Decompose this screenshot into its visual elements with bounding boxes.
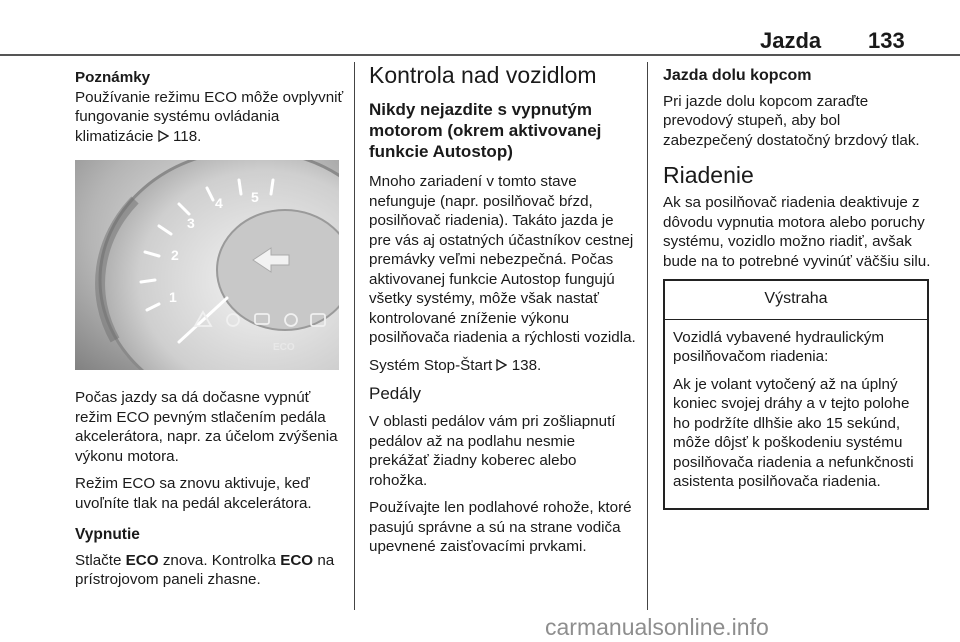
paragraph: V oblasti pedálov vám pri zošliapnutí pedálov až na podlahu nesmie prekážať žiadny koberec alebo rohožka.: [369, 413, 616, 489]
text-run: Systém Stop-Štart: [369, 356, 493, 374]
page-ref[interactable]: 138.: [511, 356, 542, 374]
jazda-heading: Jazda dolu kopcom: [663, 67, 812, 84]
text-run: na prístrojovom paneli zhasne.: [75, 551, 335, 588]
column-left: [75, 68, 347, 590]
paragraph: Mnoho zariadení v tomto stave nefunguje (napr. posilňovač bŕzd, posilňovač riadenia). Takáto jazda je pre vás aj ostatných účastníkov cestnej premávky veľmi nebezpečná. Počas aktivovanej funkcie Autostop fungujú všetky systémy, môže však nastať kontrolované zníženie výkonu posilňovača riadenia a rýchlosti vozidla.: [369, 173, 636, 346]
paragraph-ref: [369, 356, 637, 376]
column-middle: [369, 62, 637, 565]
eco-indicator-label: ECO: [273, 342, 295, 353]
paragraph: Používajte len podlahové rohože, ktoré pasujú správne a sú na strane vodiča upevnené zaisťovacími prvkami.: [369, 499, 632, 555]
gauge-tick-label: 2: [171, 247, 179, 263]
paragraph: Pri jazde dolu kopcom zaraďte prevodový stupeň, aby bol zabezpečený dostatočný brzdový tlak.: [663, 92, 920, 149]
page-number: 133: [868, 28, 905, 53]
eco-lamp-label: ECO: [280, 551, 314, 569]
gauge-tick-label: 3: [187, 215, 195, 231]
text-run: Stlačte: [75, 551, 122, 569]
eco-gauge-photo: [75, 160, 339, 370]
column-right: [663, 66, 931, 510]
paragraph: Počas jazdy sa dá dočasne vypnúť režim ECO pevným stlačením pedála akcelerátora, napr. za účelom zvýšenia výkonu motora.: [75, 389, 338, 465]
page-reference-icon: [496, 359, 507, 371]
vypnutie-text: [75, 551, 347, 590]
text-run: znova. Kontrolka: [162, 551, 276, 569]
gauge-tick-label: 4: [215, 195, 223, 211]
column-divider-left: [354, 62, 355, 610]
page-reference-icon: [158, 130, 169, 142]
warning-paragraph: Vozidlá vybavené hydraulickým posilňovačom riadenia:: [673, 328, 885, 365]
note-body: Používanie režimu ECO môže ovplyvniť fungovanie systému ovládania klimatizácie: [75, 88, 344, 145]
pedaly-heading: Pedály: [369, 384, 421, 403]
subheading: Nikdy nejazdite s vypnutým motorom (okrem aktivovanej funkcie Autostop): [369, 100, 602, 161]
paragraph: Režim ECO sa znovu aktivuje, keď uvoľníte tlak na pedál akcelerátora.: [75, 475, 312, 512]
section-heading: Kontrola nad vozidlom: [369, 62, 597, 88]
section-title: Jazda: [760, 28, 822, 53]
eco-button-label: ECO: [125, 551, 159, 569]
riadenie-heading: Riadenie: [663, 162, 754, 188]
warning-box: [663, 279, 929, 510]
warning-body: [665, 320, 927, 508]
warning-paragraph: Ak je volant vytočený až na úplný koniec svojej dráhy a v tejto polohe ho podržíte dlhšie ako 15 sekúnd, môže dôjsť k poškodeniu systému posilňovača riadenia a nefunkčnosti asistenta posilňovača riadenia.: [673, 375, 914, 490]
page-header: [0, 0, 960, 56]
warning-title: Výstraha: [665, 281, 927, 320]
column-divider-right: [647, 62, 648, 610]
note-title: Poznámky: [75, 69, 151, 86]
paragraph: Ak sa posilňovač riadenia deaktivuje z dôvodu vypnutia motora alebo poruchy systému, vozidlo možno riadiť, avšak bude na to potrebné vyvinúť väčšiu silu.: [663, 194, 931, 270]
gauge-tick-label: 5: [251, 189, 259, 205]
vypnutie-title: Vypnutie: [75, 526, 140, 543]
note-page-ref[interactable]: 118.: [172, 127, 202, 145]
gauge-tick-label: 1: [169, 289, 177, 305]
note-text: [75, 88, 347, 147]
watermark: carmanualsonline.info: [545, 614, 769, 640]
header-rule: [0, 54, 960, 56]
